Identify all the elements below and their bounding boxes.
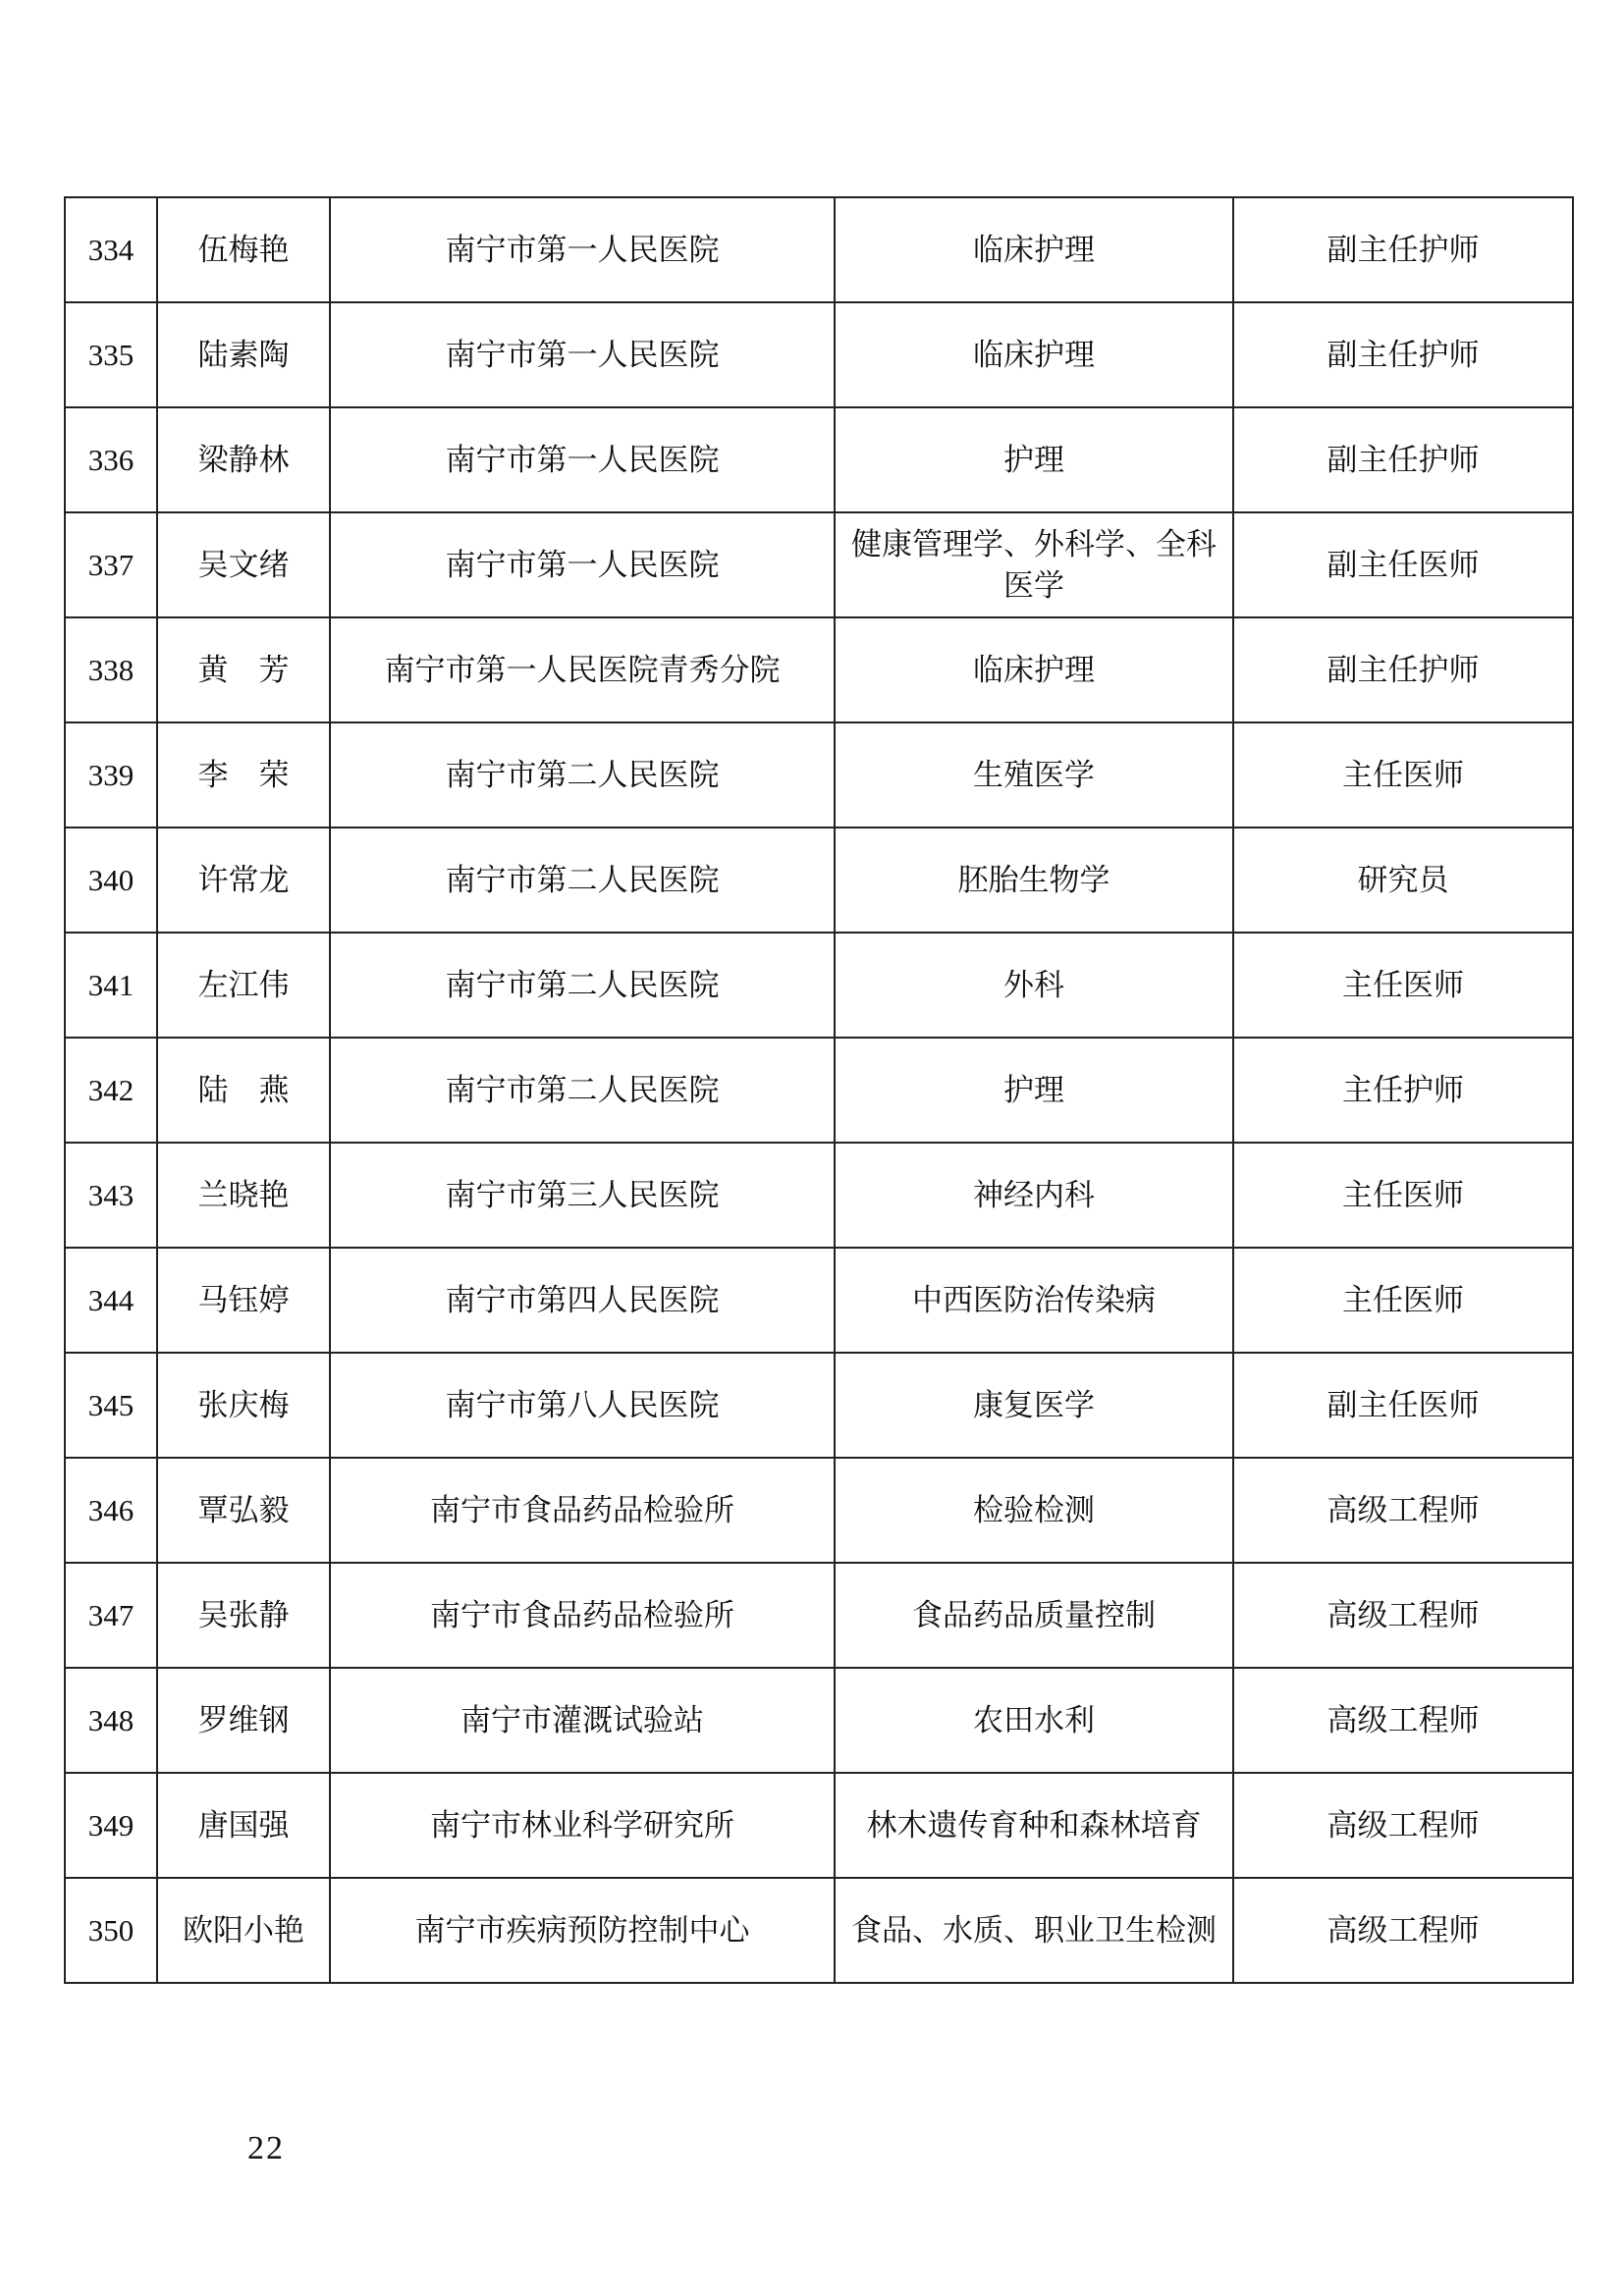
- row-number-cell: 339: [65, 722, 157, 828]
- major-cell: 外科: [835, 933, 1233, 1038]
- unit-cell: 南宁市第一人民医院: [330, 407, 835, 512]
- title-cell: 副主任医师: [1233, 1353, 1573, 1458]
- unit-cell: 南宁市第四人民医院: [330, 1248, 835, 1353]
- title-cell: 副主任医师: [1233, 512, 1573, 617]
- roster-table: [64, 196, 1574, 1984]
- table-row: [65, 617, 1573, 722]
- major-cell: 临床护理: [835, 302, 1233, 407]
- major-cell: 生殖医学: [835, 722, 1233, 828]
- row-number-cell: 343: [65, 1143, 157, 1248]
- major-cell: 林木遗传育种和森林培育: [835, 1773, 1233, 1878]
- major-cell: 健康管理学、外科学、全科医学: [835, 512, 1233, 617]
- unit-cell: 南宁市第三人民医院: [330, 1143, 835, 1248]
- table-row: [65, 1143, 1573, 1248]
- table-row: [65, 1038, 1573, 1143]
- title-cell: 主任医师: [1233, 1248, 1573, 1353]
- name-cell: 罗维钢: [157, 1668, 330, 1773]
- row-number-cell: 336: [65, 407, 157, 512]
- major-cell: 护理: [835, 1038, 1233, 1143]
- row-number-cell: 348: [65, 1668, 157, 1773]
- major-cell: 中西医防治传染病: [835, 1248, 1233, 1353]
- title-cell: 副主任护师: [1233, 407, 1573, 512]
- major-cell: 临床护理: [835, 617, 1233, 722]
- title-cell: 副主任护师: [1233, 302, 1573, 407]
- name-cell: 欧阳小艳: [157, 1878, 330, 1983]
- name-cell: 张庆梅: [157, 1353, 330, 1458]
- table-row: [65, 722, 1573, 828]
- table-row: [65, 1458, 1573, 1563]
- unit-cell: 南宁市第二人民医院: [330, 722, 835, 828]
- title-cell: 副主任护师: [1233, 197, 1573, 302]
- table-row: [65, 1353, 1573, 1458]
- unit-cell: 南宁市林业科学研究所: [330, 1773, 835, 1878]
- unit-cell: 南宁市第一人民医院青秀分院: [330, 617, 835, 722]
- name-cell: 黄 芳: [157, 617, 330, 722]
- row-number-cell: 334: [65, 197, 157, 302]
- major-cell: 检验检测: [835, 1458, 1233, 1563]
- unit-cell: 南宁市疾病预防控制中心: [330, 1878, 835, 1983]
- row-number-cell: 349: [65, 1773, 157, 1878]
- name-cell: 左江伟: [157, 933, 330, 1038]
- name-cell: 兰晓艳: [157, 1143, 330, 1248]
- unit-cell: 南宁市第一人民医院: [330, 197, 835, 302]
- major-cell: 临床护理: [835, 197, 1233, 302]
- title-cell: 高级工程师: [1233, 1458, 1573, 1563]
- table-row: [65, 1563, 1573, 1668]
- unit-cell: 南宁市第二人民医院: [330, 828, 835, 933]
- unit-cell: 南宁市第八人民医院: [330, 1353, 835, 1458]
- table-row: [65, 828, 1573, 933]
- row-number-cell: 340: [65, 828, 157, 933]
- name-cell: 马钰婷: [157, 1248, 330, 1353]
- title-cell: 主任医师: [1233, 722, 1573, 828]
- table-row: [65, 407, 1573, 512]
- row-number-cell: 344: [65, 1248, 157, 1353]
- name-cell: 李 荣: [157, 722, 330, 828]
- name-cell: 吴张静: [157, 1563, 330, 1668]
- table-row: [65, 302, 1573, 407]
- row-number-cell: 346: [65, 1458, 157, 1563]
- unit-cell: 南宁市食品药品检验所: [330, 1458, 835, 1563]
- major-cell: 康复医学: [835, 1353, 1233, 1458]
- title-cell: 高级工程师: [1233, 1668, 1573, 1773]
- roster-table-body: [65, 197, 1573, 1983]
- row-number-cell: 345: [65, 1353, 157, 1458]
- major-cell: 神经内科: [835, 1143, 1233, 1248]
- major-cell: 食品药品质量控制: [835, 1563, 1233, 1668]
- table-row: [65, 1878, 1573, 1983]
- table-row: [65, 933, 1573, 1038]
- name-cell: 许常龙: [157, 828, 330, 933]
- page-number: 22: [247, 2130, 285, 2166]
- row-number-cell: 341: [65, 933, 157, 1038]
- title-cell: 主任护师: [1233, 1038, 1573, 1143]
- title-cell: 高级工程师: [1233, 1773, 1573, 1878]
- major-cell: 胚胎生物学: [835, 828, 1233, 933]
- unit-cell: 南宁市第一人民医院: [330, 512, 835, 617]
- table-row: [65, 197, 1573, 302]
- unit-cell: 南宁市第二人民医院: [330, 1038, 835, 1143]
- major-cell: 护理: [835, 407, 1233, 512]
- title-cell: 高级工程师: [1233, 1878, 1573, 1983]
- title-cell: 研究员: [1233, 828, 1573, 933]
- name-cell: 陆素陶: [157, 302, 330, 407]
- major-cell: 食品、水质、职业卫生检测: [835, 1878, 1233, 1983]
- name-cell: 陆 燕: [157, 1038, 330, 1143]
- row-number-cell: 350: [65, 1878, 157, 1983]
- name-cell: 唐国强: [157, 1773, 330, 1878]
- row-number-cell: 337: [65, 512, 157, 617]
- title-cell: 主任医师: [1233, 933, 1573, 1038]
- table-row: [65, 1248, 1573, 1353]
- name-cell: 梁静林: [157, 407, 330, 512]
- row-number-cell: 342: [65, 1038, 157, 1143]
- name-cell: 覃弘毅: [157, 1458, 330, 1563]
- name-cell: 伍梅艳: [157, 197, 330, 302]
- major-cell: 农田水利: [835, 1668, 1233, 1773]
- unit-cell: 南宁市第二人民医院: [330, 933, 835, 1038]
- unit-cell: 南宁市第一人民医院: [330, 302, 835, 407]
- title-cell: 高级工程师: [1233, 1563, 1573, 1668]
- row-number-cell: 335: [65, 302, 157, 407]
- unit-cell: 南宁市食品药品检验所: [330, 1563, 835, 1668]
- title-cell: 主任医师: [1233, 1143, 1573, 1248]
- name-cell: 吴文绪: [157, 512, 330, 617]
- table-row: [65, 1773, 1573, 1878]
- table-row: [65, 1668, 1573, 1773]
- row-number-cell: 347: [65, 1563, 157, 1668]
- table-row: [65, 512, 1573, 617]
- title-cell: 副主任护师: [1233, 617, 1573, 722]
- unit-cell: 南宁市灌溉试验站: [330, 1668, 835, 1773]
- row-number-cell: 338: [65, 617, 157, 722]
